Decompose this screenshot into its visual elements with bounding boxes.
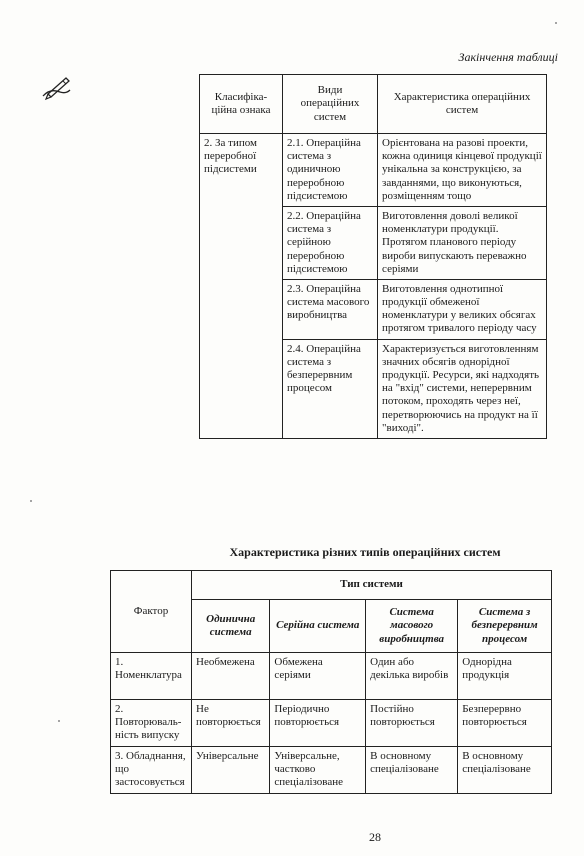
value-cell: В основному спеціалізоване bbox=[458, 747, 552, 794]
table-row bbox=[111, 747, 552, 794]
factor-cell: 3. Обладнання, що застосовується bbox=[111, 747, 192, 794]
operational-systems-table bbox=[199, 74, 547, 439]
system-types-comparison-table bbox=[110, 570, 552, 794]
table2-title: Характеристика різних типів операційних систем bbox=[229, 545, 501, 559]
pencil-note-icon bbox=[40, 72, 74, 102]
system-type-cell: 2.1. Операційна система з одиничною переробною підсистемою bbox=[282, 134, 377, 207]
header-serial-system: Серійна система bbox=[270, 600, 366, 653]
value-cell: Один або декілька виробів bbox=[366, 653, 458, 700]
header-system-type-group: Тип системи bbox=[192, 571, 552, 600]
continuation-label: Закінчення таблиці bbox=[458, 50, 558, 64]
header-classification: Класифіка-ційна ознака bbox=[200, 75, 283, 134]
factor-cell: 2. Повторюваль-ність випуску bbox=[111, 700, 192, 747]
scan-speck bbox=[58, 720, 60, 722]
system-desc-cell: Виготовлення однотипної продукції обмеженої номенклатури у великих обсягах протягом тривалого періоду часу bbox=[378, 279, 547, 339]
table-row bbox=[200, 134, 547, 207]
page-number: 28 bbox=[369, 830, 381, 844]
system-type-cell: 2.4. Операційна система з безперервним процесом bbox=[282, 339, 377, 438]
value-cell: Не повторюється bbox=[192, 700, 270, 747]
table-row bbox=[111, 700, 552, 747]
factor-cell: 1. Номенклатура bbox=[111, 653, 192, 700]
header-factor: Фактор bbox=[111, 571, 192, 653]
header-characteristics: Характеристика операційних систем bbox=[378, 75, 547, 134]
value-cell: В основному спеціалізоване bbox=[366, 747, 458, 794]
header-system-types: Види операційних систем bbox=[282, 75, 377, 134]
value-cell: Постійно повторюється bbox=[366, 700, 458, 747]
value-cell: Обмежена серіями bbox=[270, 653, 366, 700]
value-cell: Універсальне, частково спеціалізоване bbox=[270, 747, 366, 794]
system-type-cell: 2.3. Операційна система масового виробництва bbox=[282, 279, 377, 339]
header-continuous-process-system: Система з безперервним процесом bbox=[458, 600, 552, 653]
system-desc-cell: Характеризується виготовленням значних обсягів однорідної продукції. Ресурси, які надходять на "вхід" системи, неперервним потоком, проходять через неї, перетворюючись на продукт на її "виході". bbox=[378, 339, 547, 438]
value-cell: Універсальне bbox=[192, 747, 270, 794]
header-mass-production-system: Система масового виробництва bbox=[366, 600, 458, 653]
system-desc-cell: Орієнтована на разові проекти, кожна одиниця кінцевої продукції унікальна за конструкцією, за завданнями, що виконуються, розміщенням тощо bbox=[378, 134, 547, 207]
value-cell: Необмежена bbox=[192, 653, 270, 700]
scan-speck bbox=[30, 500, 32, 502]
system-desc-cell: Виготовлення доволі великої номенклатури продукції. Протягом планового періоду вироби випускають переважно серіями bbox=[378, 206, 547, 279]
group-cell: 2. За типом переробної підсистеми bbox=[200, 134, 283, 439]
value-cell: Однорідна продукція bbox=[458, 653, 552, 700]
scan-speck bbox=[555, 22, 557, 24]
value-cell: Безперервно повторюється bbox=[458, 700, 552, 747]
header-single-system: Одинична система bbox=[192, 600, 270, 653]
table-row bbox=[111, 653, 552, 700]
system-type-cell: 2.2. Операційна система з серійною переробною підсистемою bbox=[282, 206, 377, 279]
value-cell: Періодично повторюється bbox=[270, 700, 366, 747]
